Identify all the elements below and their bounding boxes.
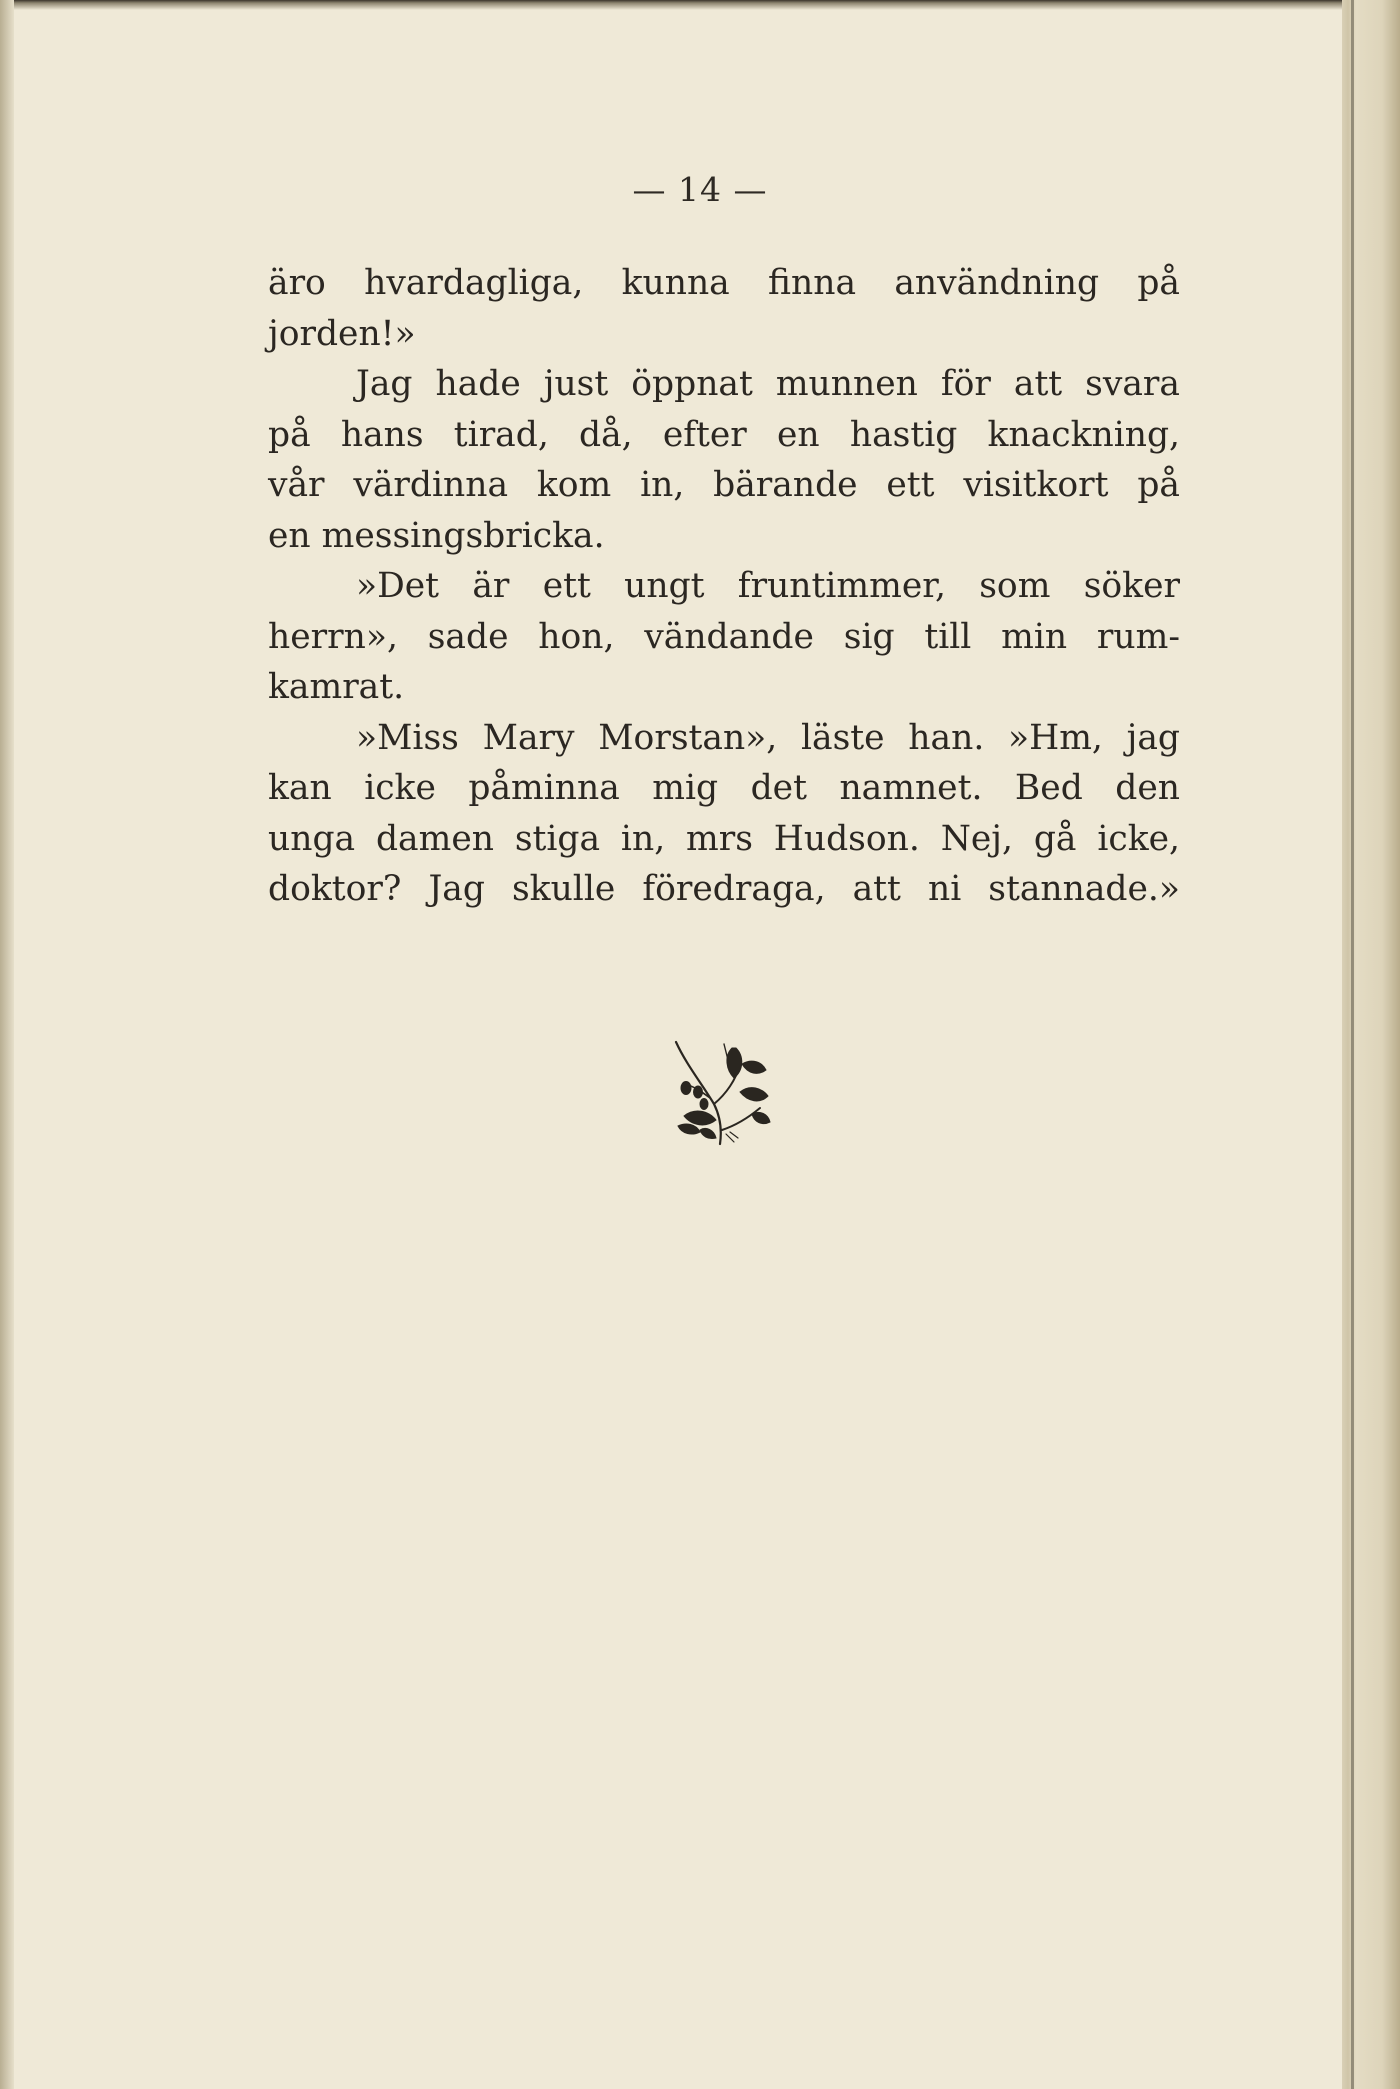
- text-line: unga damen stiga in, mrs Hudson. Nej, gå icke,: [268, 818, 1180, 859]
- spine-shadow-line: [1351, 0, 1354, 2089]
- text-line: »Det är ett ungt fruntimmer, som söker: [356, 566, 1180, 606]
- text-line: Jag hade just öppnat munnen för att svara: [356, 364, 1180, 404]
- text-line: vår värdinna kom in, bärande ett visitkort på: [268, 465, 1180, 505]
- page-left-edge: [0, 0, 14, 2089]
- text-line: doktor? Jag skulle föredraga, att ni stannade.»: [268, 869, 1180, 909]
- text-line: herrn», sade hon, vändande sig till min rum-: [268, 616, 1180, 657]
- text-line: en messingsbricka.: [268, 515, 605, 556]
- text-line: på hans tirad, då, efter en hastig knackning,: [268, 414, 1180, 455]
- body-text: [268, 258, 1180, 915]
- text-line: »Miss Mary Morstan», läste han. »Hm, jag: [356, 717, 1180, 758]
- page-top-edge: [0, 0, 1400, 10]
- text-line: äro hvardagliga, kunna finna användning på: [268, 263, 1180, 303]
- oak-sprig-icon: [664, 1034, 774, 1146]
- text-line: jorden!»: [268, 313, 416, 354]
- page-number: — 14 —: [632, 170, 768, 209]
- text-line: kamrat.: [268, 667, 405, 707]
- text-line: kan icke påminna mig det namnet. Bed den: [268, 768, 1180, 808]
